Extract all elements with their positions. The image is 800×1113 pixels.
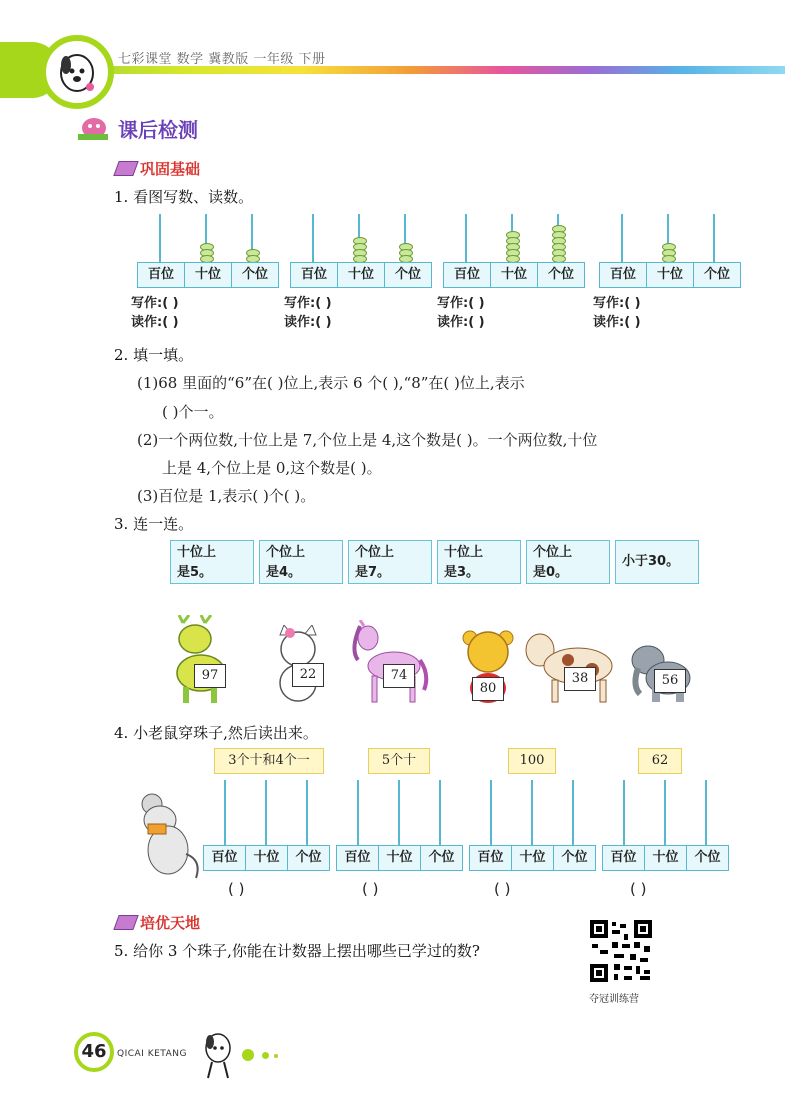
fill-line: (1)68 里面的“6”在( )位上,表示 6 个( ),“8”在( )位上,表示 <box>137 374 525 392</box>
counter-plate: 百位 十位 个位 <box>602 845 729 871</box>
unicorn-icon <box>350 620 430 705</box>
deer-icon <box>165 615 235 705</box>
answer-paren: ( ) <box>494 880 511 898</box>
footer-brand: QICAI KETANG <box>117 1049 187 1059</box>
section-title: 课后检测 <box>118 118 198 142</box>
bead-label: 62 <box>638 748 682 774</box>
answer-paren: ( ) <box>228 880 245 898</box>
abacus-counter: 百位 十位 个位 写作:( ) 读作:( ) <box>443 214 585 324</box>
cow-icon <box>522 628 618 704</box>
abacus-counter: 百位 十位 个位 写作:( ) 读作:( ) <box>599 214 741 324</box>
mouse-icon <box>130 790 202 882</box>
fill-line: (2)一个两位数,十位上是 7,个位上是 4,这个数是( )。一个两位数,十位 <box>137 431 598 449</box>
qr-code-icon[interactable] <box>588 918 654 984</box>
animal-number: 74 <box>383 664 415 688</box>
connect-box: 个位上 是0。 <box>526 540 610 584</box>
dog-mascot-icon <box>46 41 108 103</box>
bead-label: 3个十和4个一 <box>214 748 324 774</box>
section-mascot-icon <box>74 112 114 142</box>
fill-line: ( )个一。 <box>162 403 224 421</box>
fill-line: 上是 4,个位上是 0,这个数是( )。 <box>162 459 382 477</box>
subsection-title-advanced: 培优天地 <box>140 914 201 932</box>
counter-plate: 百位 十位 个位 <box>469 845 596 871</box>
question-3: 3. 连一连。 <box>114 515 194 533</box>
question-2: 2. 填一填。 <box>114 346 194 364</box>
abacus-counter: 百位 十位 个位 写作:( ) 读作:( ) <box>137 214 279 324</box>
pencil-icon <box>113 915 138 930</box>
abacus-counter: 百位 十位 个位 写作:( ) 读作:( ) <box>290 214 432 324</box>
decor-dot <box>262 1052 269 1059</box>
connect-box: 个位上 是4。 <box>259 540 343 584</box>
subsection-title-basic: 巩固基础 <box>140 160 201 178</box>
decor-dot <box>242 1049 254 1061</box>
animal-number: 97 <box>194 664 226 688</box>
counter-plate: 百位 十位 个位 <box>203 845 330 871</box>
footer-mascot-icon <box>198 1030 238 1082</box>
decor-dot <box>274 1054 278 1058</box>
header-rainbow-bar <box>40 66 785 74</box>
animal-number: 80 <box>472 677 504 701</box>
header-title: 七彩课堂 数学 冀教版 一年级 下册 <box>118 52 326 67</box>
animal-number: 38 <box>564 667 596 691</box>
bead-label: 100 <box>508 748 556 774</box>
answer-paren: ( ) <box>362 880 379 898</box>
connect-box: 十位上 是5。 <box>170 540 254 584</box>
page-number: 46 <box>74 1032 114 1072</box>
question-5: 5. 给你 3 个珠子,你能在计数器上摆出哪些已学过的数? <box>114 942 480 960</box>
pencil-icon <box>113 161 138 176</box>
counter-plate: 百位 十位 个位 <box>336 845 463 871</box>
connect-box: 十位上 是3。 <box>437 540 521 584</box>
question-4: 4. 小老鼠穿珠子,然后读出来。 <box>114 724 318 742</box>
answer-paren: ( ) <box>630 880 647 898</box>
question-1: 1. 看图写数、读数。 <box>114 188 254 206</box>
bead-label: 5个十 <box>368 748 430 774</box>
fill-line: (3)百位是 1,表示( )个( )。 <box>137 487 316 505</box>
connect-box: 个位上 是7。 <box>348 540 432 584</box>
connect-box: 小于30。 <box>615 540 699 584</box>
mascot-badge <box>40 35 114 109</box>
animal-number: 56 <box>654 669 686 693</box>
animal-number: 22 <box>292 663 324 687</box>
qr-caption: 夺冠训练营 <box>589 994 639 1005</box>
